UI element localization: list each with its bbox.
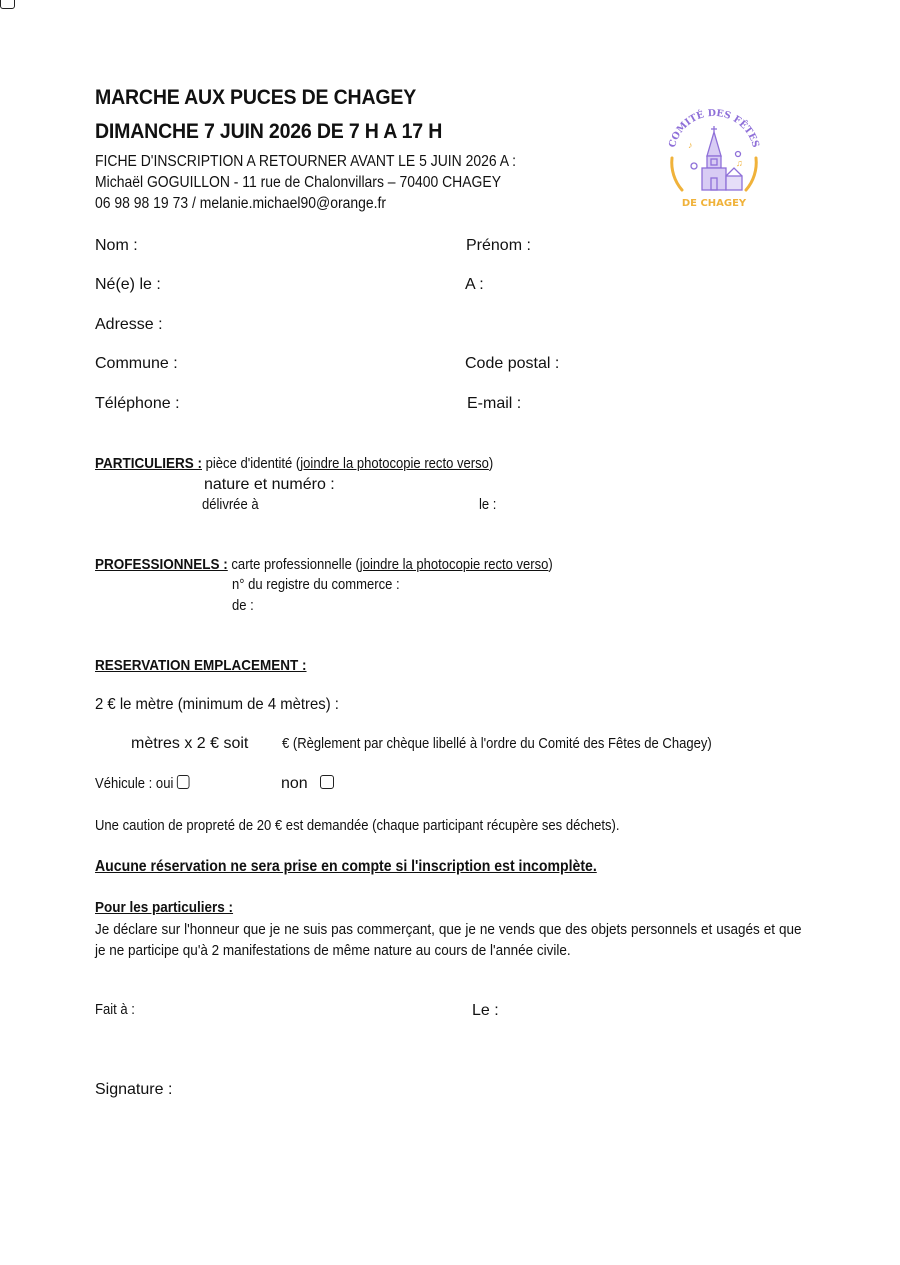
field-adresse: Adresse :: [95, 316, 163, 333]
field-code-postal: Code postal :: [465, 355, 560, 372]
footer-le: Le :: [472, 1002, 499, 1019]
vehicule-row: [95, 775, 190, 792]
vehicule-label: Véhicule : oui: [95, 776, 174, 792]
comite-des-fetes-logo: [660, 108, 768, 216]
professionnels-line: PROFESSIONNELS : carte professionnelle (joindre la photocopie recto verso): [95, 556, 553, 573]
event-date: DIMANCHE 7 JUIN 2026 DE 7 H A 17 H: [95, 120, 443, 143]
corner-checkbox: [0, 0, 15, 9]
field-lieu-naissance: A :: [465, 276, 484, 293]
reservation-heading: RESERVATION EMPLACEMENT :: [95, 657, 307, 674]
field-telephone: Téléphone :: [95, 395, 180, 412]
declaration-heading: Pour les particuliers :: [95, 899, 234, 916]
vehicule-non-label: non: [281, 775, 308, 792]
vehicule-oui-checkbox[interactable]: [177, 775, 190, 789]
reservation-price: 2 € le mètre (minimum de 4 mètres) :: [95, 696, 339, 713]
fait-a: Fait à :: [95, 1002, 135, 1018]
particuliers-le: le :: [479, 497, 497, 513]
caution-note: Une caution de propreté de 20 € est demandée (chaque participant récupère ses déchets).: [95, 818, 620, 834]
page-title: MARCHE AUX PUCES DE CHAGEY: [95, 86, 417, 109]
professionnels-registre: n° du registre du commerce :: [232, 577, 400, 593]
field-commune: Commune :: [95, 355, 178, 372]
particuliers-photocopy-note: joindre la photocopie recto verso: [300, 456, 489, 472]
particuliers-heading: PARTICULIERS :: [95, 455, 203, 472]
professionnels-de: de :: [232, 598, 254, 614]
postal-address: Michaël GOGUILLON - 11 rue de Chalonvillars – 70400 CHAGEY: [95, 174, 502, 191]
reservation-reglement: € (Règlement par chèque libellé à l'ordre du Comité des Fêtes de Chagey): [282, 736, 712, 752]
field-nom: Nom :: [95, 237, 138, 254]
incomplete-warning: Aucune réservation ne sera prise en compte si l'inscription est incomplète.: [95, 858, 597, 875]
field-email: E-mail :: [467, 395, 522, 412]
reservation-calcul: mètres x 2 € soit: [131, 735, 249, 752]
contact-info: 06 98 98 19 73 / melanie.michael90@orange.fr: [95, 195, 387, 212]
vehicule-non-checkbox[interactable]: [320, 775, 334, 789]
particuliers-line: PARTICULIERS : pièce d'identité (joindre la photocopie recto verso): [95, 455, 494, 472]
logo-top-text: COMITÉ DES FÊTES: [666, 108, 762, 149]
vehicule-non-row: [281, 775, 334, 793]
form-subtitle: FICHE D'INSCRIPTION A RETOURNER AVANT LE 5 JUIN 2026 A :: [95, 153, 517, 170]
field-prenom: Prénom :: [466, 237, 531, 254]
svg-text:♫: ♫: [736, 158, 743, 168]
logo-bottom-text: DE CHAGEY: [681, 198, 747, 209]
professionnels-photocopy-note: joindre la photocopie recto verso: [359, 557, 549, 573]
field-ne-le: Né(e) le :: [95, 276, 161, 293]
signature-label: Signature :: [95, 1081, 173, 1098]
svg-text:♪: ♪: [688, 140, 693, 150]
declaration-text: Je déclare sur l'honneur que je ne suis pas commerçant, que je ne vends que des objets personnels et usagés et que je ne participe qu'à 2 manifestations de même nature au cours de l'année civile.: [95, 921, 802, 959]
particuliers-delivree: délivrée à: [202, 497, 259, 513]
particuliers-nature: nature et numéro :: [204, 476, 335, 493]
church-bell-tower-icon: [691, 126, 742, 190]
professionnels-heading: PROFESSIONNELS :: [95, 556, 228, 573]
